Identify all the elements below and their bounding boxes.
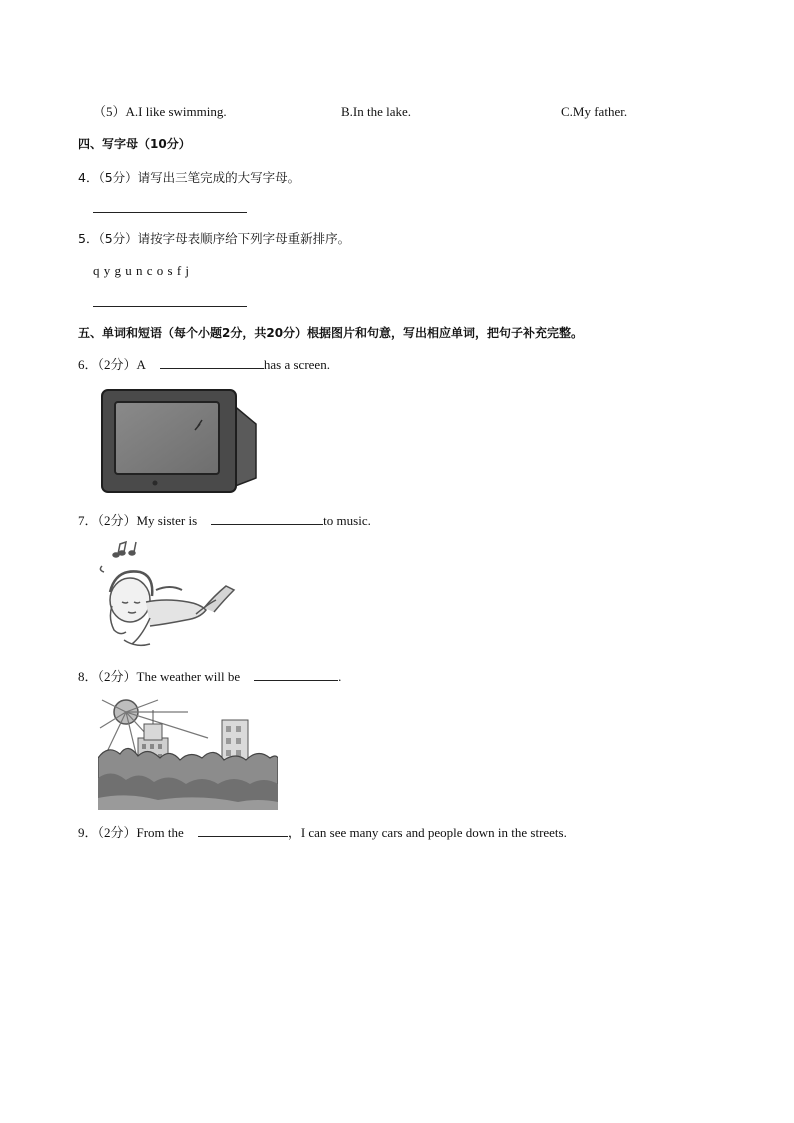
question-5-letters: q y g u n c o s f j xyxy=(93,263,190,278)
tv-illustration xyxy=(100,386,260,496)
question-4-answer-line[interactable] xyxy=(93,212,247,213)
question-5-text: 5．（5分）请按字母表顺序给下列字母重新排序。 xyxy=(78,231,351,246)
question-9 xyxy=(78,824,567,841)
sunny-city-illustration xyxy=(98,698,278,810)
section-5-heading: 五、单词和短语（每个小题2分，共20分）根据图片和句意，写出相应单词，把句子补充完整。 xyxy=(78,326,584,340)
section-4-heading: 四、写字母（10分） xyxy=(78,137,191,151)
question-4-text: 4．（5分）请写出三笔完成的大写字母。 xyxy=(78,170,301,185)
question-7 xyxy=(78,512,371,529)
question-8-after: . xyxy=(338,669,342,684)
question-9-before: 9．（2分）From the xyxy=(78,825,184,840)
q3-5-option-a: （5）A.I like swimming. xyxy=(93,104,227,119)
q3-5-option-b: B.In the lake. xyxy=(341,104,412,119)
question-6-blank[interactable] xyxy=(160,356,264,369)
question-8 xyxy=(78,668,341,685)
question-8-blank[interactable] xyxy=(254,668,338,681)
question-6 xyxy=(78,356,330,373)
question-6-before: 6．（2分）A xyxy=(78,357,146,372)
question-9-blank[interactable] xyxy=(198,824,288,837)
question-6-after: has a screen. xyxy=(263,357,330,372)
q3-5-option-c: C.My father. xyxy=(561,104,628,119)
question-9-after: ，I can see many cars and people down in the streets. xyxy=(287,825,567,840)
question-7-before: 7．（2分）My sister is xyxy=(78,513,198,528)
girl-listening-music-illustration xyxy=(96,540,241,655)
question-8-before: 8．（2分）The weather will be xyxy=(78,669,241,684)
question-5-answer-line[interactable] xyxy=(93,306,247,307)
question-7-after: to music. xyxy=(323,513,371,528)
question-7-blank[interactable] xyxy=(211,512,323,525)
